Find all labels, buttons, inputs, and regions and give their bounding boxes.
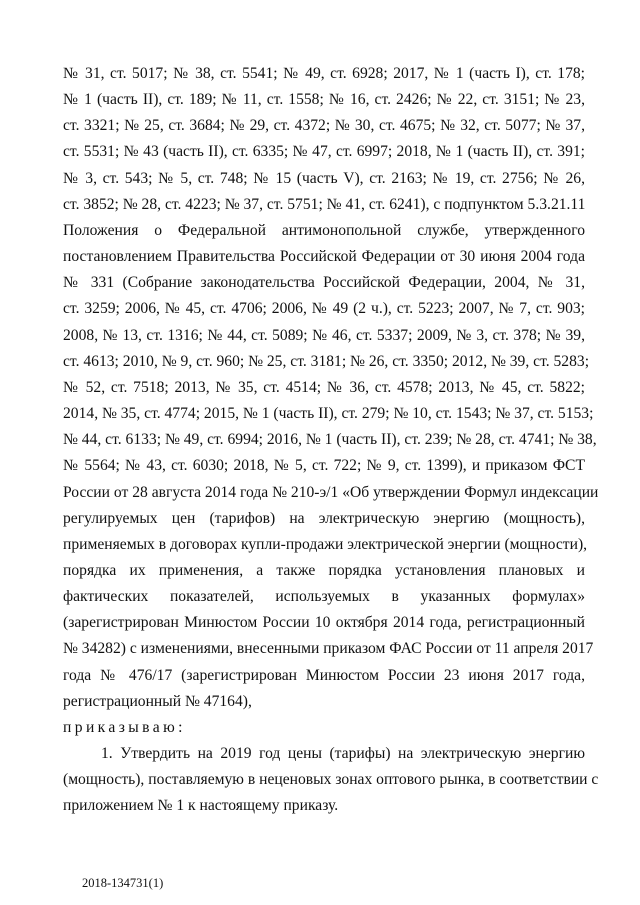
- text-line: ст. 3321; № 25, ст. 3684; № 29, ст. 4372; № 30, ст. 4675; № 32, ст. 5077; № 37,: [63, 117, 585, 135]
- text-line: № 34282) с изменениями, внесенными приказом ФАС России от 11 апреля 2017: [63, 640, 594, 658]
- order-word: приказываю:: [63, 718, 186, 736]
- text-line: (мощность), поставляемую в неценовых зонах оптового рынка, в соответствии с: [63, 771, 599, 789]
- text-line: приложением № 1 к настоящему приказу.: [63, 797, 339, 815]
- text-line: года № 476/17 (зарегистрирован Минюстом России 23 июня 2017 года,: [63, 666, 585, 684]
- text-line: фактических показателей, используемых в указанных формулах»: [63, 588, 585, 606]
- text-line: ст. 3852; № 28, ст. 4223; № 37, ст. 5751; № 41, ст. 6241), с подпунктом 5.3.21.11: [63, 195, 586, 213]
- text-line: № 3, ст. 543; № 5, ст. 748; № 15 (часть V), ст. 2163; № 19, ст. 2756; № 26,: [63, 169, 585, 187]
- text-line: 2014, № 35, ст. 4774; 2015, № 1 (часть II), ст. 279; № 10, ст. 1543; № 37, ст. 5153;: [63, 405, 594, 423]
- text-line: ст. 4613; 2010, № 9, ст. 960; № 25, ст. 3181; № 26, ст. 3350; 2012, № 39, ст. 5283;: [63, 352, 590, 370]
- text-line: № 1 (часть II), ст. 189; № 11, ст. 1558; № 16, ст. 2426; № 22, ст. 3151; № 23,: [63, 91, 585, 109]
- paragraph-legal-references: [63, 61, 599, 715]
- text-line: порядка их применения, а также порядка установления плановых и: [63, 561, 585, 579]
- text-line: № 44, ст. 6133; № 49, ст. 6994; 2016, № 1 (часть II), ст. 239; № 28, ст. 4741; № 38,: [63, 431, 597, 449]
- text-line: № 5564; № 43, ст. 6030; 2018, № 5, ст. 722; № 9, ст. 1399), и приказом ФСТ: [63, 457, 585, 475]
- text-line: Положения о Федеральной антимонопольной службе, утвержденного: [63, 221, 585, 239]
- text-line: 2008, № 13, ст. 1316; № 44, ст. 5089; № 46, ст. 5337; 2009, № 3, ст. 378; № 39,: [63, 326, 585, 344]
- text-line: (зарегистрирован Минюстом России 10 октября 2014 года, регистрационный: [63, 614, 585, 632]
- text-line: № 52, ст. 7518; 2013, № 35, ст. 4514; № 36, ст. 4578; 2013, № 45, ст. 5822;: [63, 378, 585, 396]
- text-line: 1. Утвердить на 2019 год цены (тарифы) на электрическую энергию: [101, 745, 585, 763]
- document-body: [63, 61, 599, 820]
- text-line: № 31, ст. 5017; № 38, ст. 5541; № 49, ст. 6928; 2017, № 1 (часть I), ст. 178;: [63, 65, 585, 82]
- text-line: регистрационный № 47164),: [63, 692, 252, 710]
- text-line: России от 28 августа 2014 года № 210-э/1 «Об утверждении Формул индексации: [63, 483, 599, 501]
- text-line: ст. 5531; № 43 (часть II), ст. 6335; № 47, ст. 6997; 2018, № 1 (часть II), ст. 391;: [63, 143, 585, 161]
- text-line: применяемых в договорах купли-продажи электрической энергии (мощности),: [63, 535, 588, 553]
- text-line: регулируемых цен (тарифов) на электрическую энергию (мощность),: [63, 509, 585, 527]
- text-line: постановлением Правительства Российской Федерации от 30 июня 2004 года: [63, 248, 585, 266]
- order-item-1: [63, 741, 599, 819]
- text-line: № 331 (Собрание законодательства Российской Федерации, 2004, № 31,: [63, 274, 585, 292]
- footer-document-code: 2018-134731(1): [82, 876, 164, 890]
- text-line: ст. 3259; 2006, № 45, ст. 4706; 2006, № 49 (2 ч.), ст. 5223; 2007, № 7, ст. 903;: [63, 300, 585, 318]
